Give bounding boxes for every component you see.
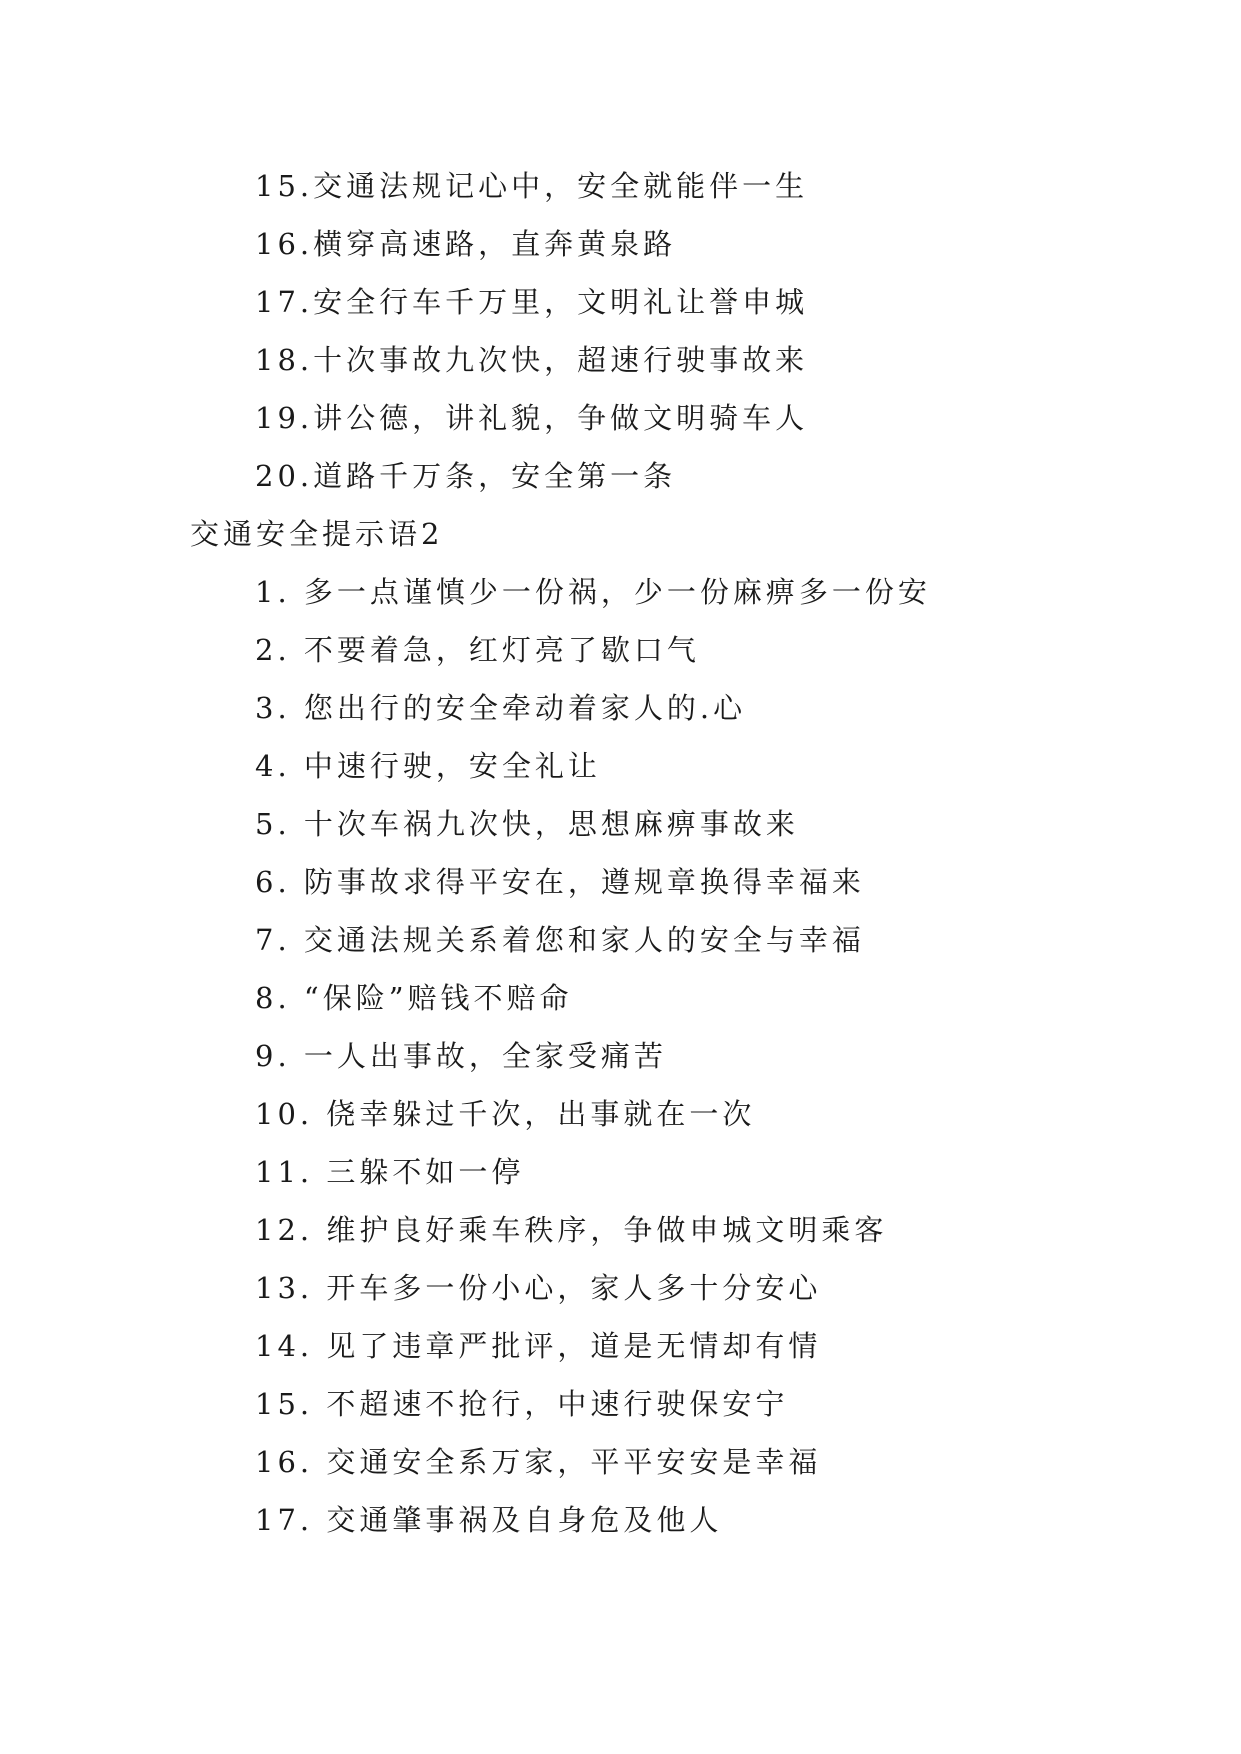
list-item: 9. 一人出事故，全家受痛苦 bbox=[255, 1039, 667, 1073]
list-item: 17.安全行车千万里，文明礼让誉申城 bbox=[255, 285, 809, 319]
list-item: 8. “保险”赔钱不赔命 bbox=[255, 981, 573, 1015]
list-item: 13. 开车多一份小心，家人多十分安心 bbox=[255, 1271, 822, 1305]
list-item: 6. 防事故求得平安在，遵规章换得幸福来 bbox=[255, 865, 865, 899]
list-item: 16.横穿高速路，直奔黄泉路 bbox=[255, 227, 677, 261]
list-item: 7. 交通法规关系着您和家人的安全与幸福 bbox=[255, 923, 865, 957]
list-item: 17. 交通肇事祸及自身危及他人 bbox=[255, 1503, 723, 1537]
list-item: 4. 中速行驶，安全礼让 bbox=[255, 749, 601, 783]
list-item: 5. 十次车祸九次快，思想麻痹事故来 bbox=[255, 807, 799, 841]
list-item: 18.十次事故九次快，超速行驶事故来 bbox=[255, 343, 809, 377]
list-item: 12. 维护良好乘车秩序，争做申城文明乘客 bbox=[255, 1213, 888, 1247]
list-item: 19.讲公德，讲礼貌，争做文明骑车人 bbox=[255, 401, 809, 435]
list-item: 16. 交通安全系万家，平平安安是幸福 bbox=[255, 1445, 822, 1479]
list-item: 10. 侥幸躲过千次，出事就在一次 bbox=[255, 1097, 756, 1131]
list-item: 1. 多一点谨慎少一份祸，少一份麻痹多一份安 bbox=[255, 575, 931, 609]
list-item: 11. 三躲不如一停 bbox=[255, 1155, 525, 1189]
list-item: 15.交通法规记心中，安全就能伴一生 bbox=[255, 169, 809, 203]
list-item: 20.道路千万条，安全第一条 bbox=[255, 459, 677, 493]
list-item: 15. 不超速不抢行，中速行驶保安宁 bbox=[255, 1387, 789, 1421]
section-heading: 交通安全提示语2 bbox=[190, 517, 444, 551]
list-item: 3. 您出行的安全牵动着家人的.心 bbox=[255, 691, 747, 725]
list-item: 2. 不要着急，红灯亮了歇口气 bbox=[255, 633, 700, 667]
list-item: 14. 见了违章严批评，道是无情却有情 bbox=[255, 1329, 822, 1363]
